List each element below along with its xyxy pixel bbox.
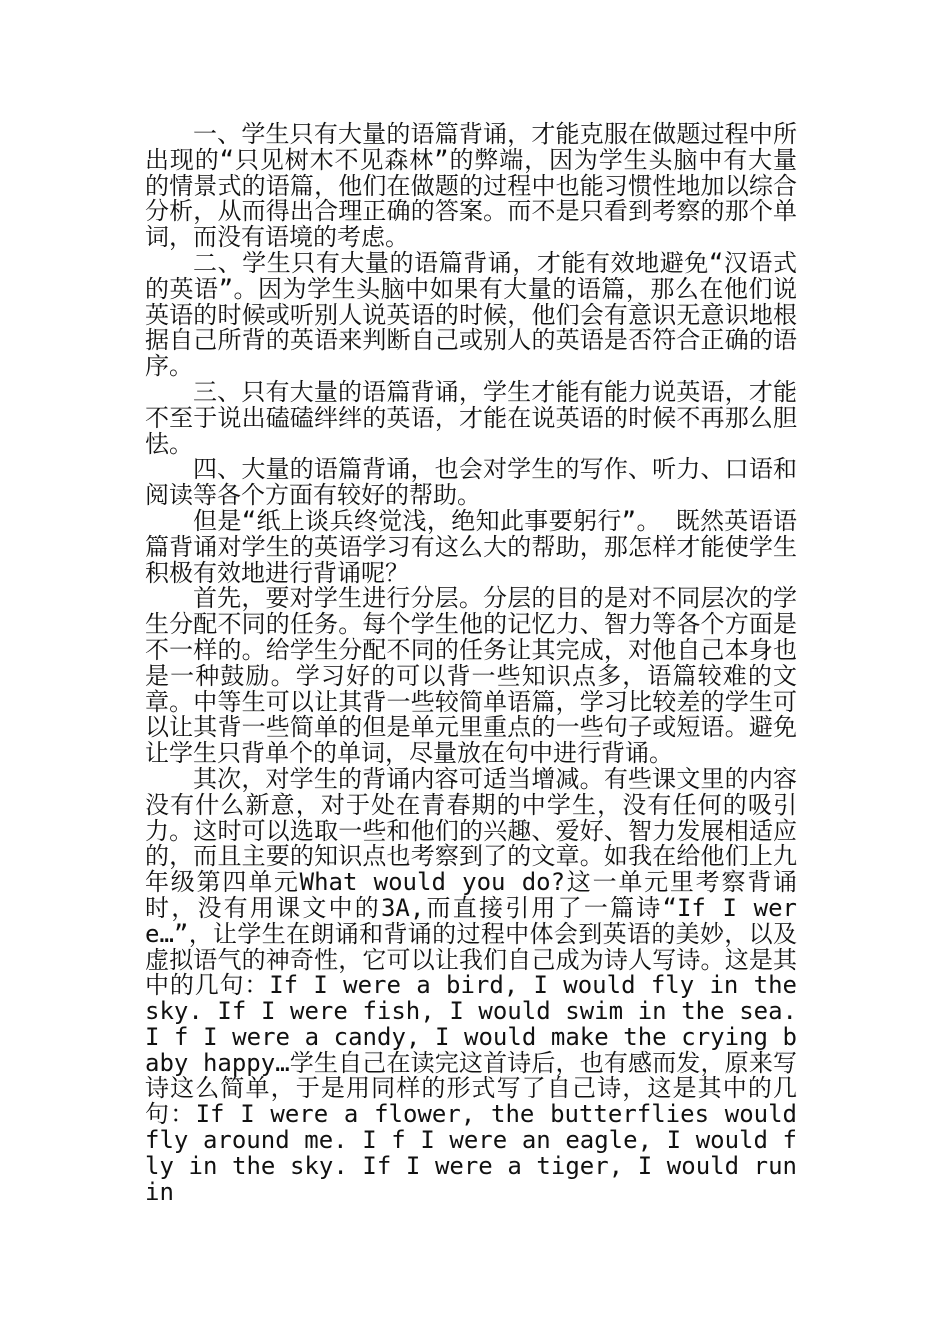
- paragraph-5: 但是“纸上谈兵终觉浅，绝知此事要躬行”。 既然英语语篇背诵对学生的英语学习有这么大的帮助，那怎样才能使学生积极有效地进行背诵呢？: [145, 506, 797, 587]
- paragraph-1: 一、学生只有大量的语篇背诵，才能克服在做题过程中所出现的“只见树木不见森林”的弊端，因为学生头脑中有大量的情景式的语篇，他们在做题的过程中也能习惯性地加以综合分析，从而得出合理正确的答案。而不是只看到考察的那个单词，而没有语境的考虑。: [145, 120, 797, 252]
- document-page: [145, 122, 797, 1205]
- paragraph-7: 其次，对学生的背诵内容可适当增减。有些课文里的内容没有什么新意，对于处在青春期的中学生，没有任何的吸引力。这时可以选取一些和他们的兴趣、爱好、智力发展相适应的，而且主要的知识点也考察到了的文章。如我在给他们上九年级第四单元What would you do?这一单元里考察背诵时，没有用课文中的3A,而直接引用了一篇诗“If I were…”，让学生在朗诵和背诵的过程中体会到英语的美妙，以及虚拟语气的神奇性，它可以让我们自己成为诗人写诗。这是其中的几句：If I were a bird, I would fly in the sky. If I were fish, I would swim in the sea. I f I were a candy, I would make the crying baby happy…学生自己在读完这首诗后，也有感而发，原来写诗这么简单，于是用同样的形式写了自己诗，这是其中的几句：If I were a flower, the butterflies would fly around me. I f I were an eagle, I would fly in the sky. If I were a tiger, I would run in: [145, 764, 797, 1206]
- paragraph-6: 首先，要对学生进行分层。分层的目的是对不同层次的学生分配不同的任务。每个学生他的记忆力、智力等各个方面是不一样的。给学生分配不同的任务让其完成，对他自己本身也是一种鼓励。学习好的可以背一些知识点多，语篇较难的文章。中等生可以让其背一些较简单语篇，学习比较差的学生可以让其背一些简单的但是单元里重点的一些句子或短语。避免让学生只背单个的单词，尽量放在句中进行背诵。: [145, 584, 797, 768]
- paragraph-4: 四、大量的语篇背诵，也会对学生的写作、听力、口语和阅读等各个方面有较好的帮助。: [145, 455, 797, 510]
- paragraph-2: 二、学生只有大量的语篇背诵，才能有效地避免“汉语式的英语”。因为学生头脑中如果有大量的语篇，那么在他们说英语的时候或听别人说英语的时候，他们会有意识无意识地根据自己所背的英语来判断自己或别人的英语是否符合正确的语序。: [145, 248, 797, 381]
- paragraph-3: 三、只有大量的语篇背诵，学生才能有能力说英语，才能不至于说出磕磕绊绊的英语，才能在说英语的时候不再那么胆怯。: [145, 377, 797, 458]
